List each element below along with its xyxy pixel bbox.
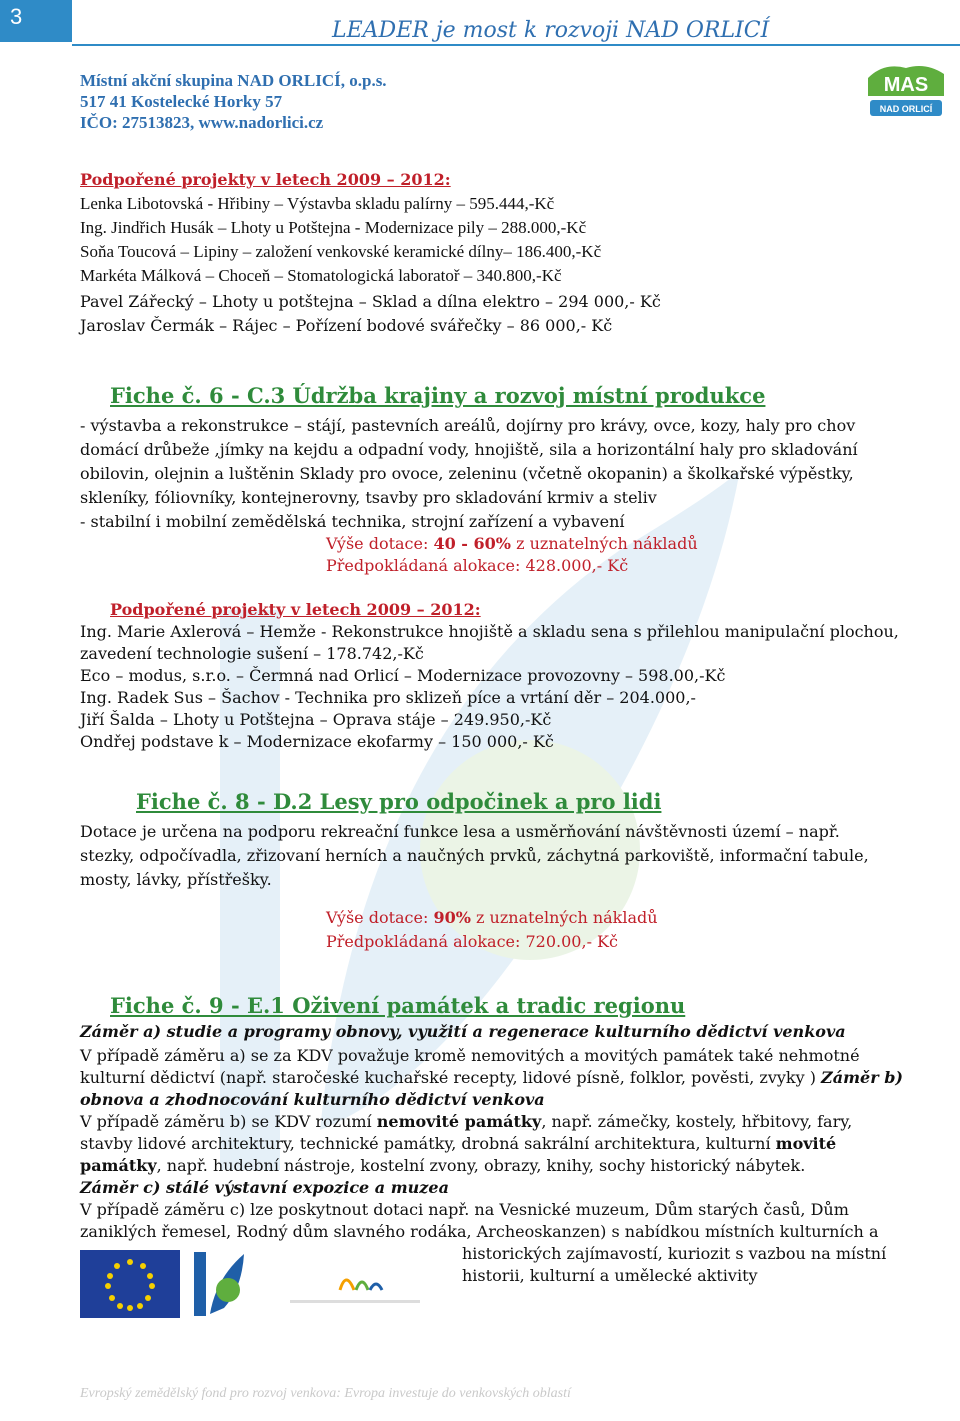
project-item: Ing. Marie Axlerová – Hemže - Rekonstrukce hnojiště a skladu sena s přilehlou manipulační plochou, xyxy=(80,622,899,641)
zamer-a-text: V případě záměru a) se za KDV považuje kromě nemovitých a movitých památek také nehmotné xyxy=(80,1046,860,1065)
running-title: LEADER je most k rozvoji NAD ORLICÍ xyxy=(332,18,770,43)
project-item: Eco – modus, s.r.o. – Čermná nad Orlicí – Modernizace provozovny – 598.00,-Kč xyxy=(80,666,726,685)
zamer-b-text-2: stavby lidové architektury, technické památky, drobná sakrální architektura, kulturní movité xyxy=(80,1134,837,1153)
fiche6-subsidy: Výše dotace: 40 - 60% z uznatelných nákladů xyxy=(326,534,698,553)
fiche6-line: - výstavba a rekonstrukce – stájí, pastevních areálů, dojírny pro krávy, ovce, kozy, haly pro chov xyxy=(80,416,856,435)
zamer-a-text-2: kulturní dědictví (např. staročeské kuchařské recepty, lidové písně, folklor, pověsti, zvyky ) Záměr b) xyxy=(80,1068,903,1087)
page-number: 3 xyxy=(0,0,72,42)
list-item: Ing. Jindřich Husák – Lhoty u Potštejna - Modernizace pily – 288.000,-Kč xyxy=(80,218,587,237)
fiche6-line: obilovin, olejnin a luštěnin Sklady pro ovoce, zeleninu (včetně okopanin) a školkařské výpěstky, xyxy=(80,464,854,483)
logo-region-text: NAD ORLICÍ xyxy=(879,104,933,114)
header-rule xyxy=(72,44,960,46)
leader-logo xyxy=(190,1248,250,1320)
footer-text: Evropský zemědělský fond pro rozvoj venkova: Evropa investuje do venkovských oblastí xyxy=(80,1386,571,1401)
mas-logo xyxy=(864,60,948,124)
zamer-b-text: V případě záměru b) se KDV rozumí nemovité památky, např. zámečky, kostely, hřbitovy, fary, xyxy=(80,1112,853,1131)
org-id: IČO: 27513823, www.nadorlici.cz xyxy=(80,113,324,132)
fiche6-title: Fiche č. 6 - C.3 Údržba krajiny a rozvoj místní produkce xyxy=(110,383,766,408)
fiche8-allocation: Předpokládaná alokace: 720.00,- Kč xyxy=(326,932,618,951)
project-item: zavedení technologie sušení – 178.742,-Kč xyxy=(80,644,424,663)
fiche6-allocation: Předpokládaná alokace: 428.000,- Kč xyxy=(326,556,629,575)
fiche8-line: mosty, lávky, přístřešky. xyxy=(80,870,272,889)
eu-flag-logo xyxy=(80,1250,180,1318)
zamer-b-heading: obnova a zhodnocování kulturního dědictví venkova xyxy=(80,1090,545,1109)
org-address: 517 41 Kostelecké Horky 57 xyxy=(80,92,283,111)
list-item: Pavel Zářecký – Lhoty u potštejna – Sklad a dílna elektro – 294 000,- Kč xyxy=(80,292,661,311)
list-item: Markéta Málková – Choceň – Stomatologická laboratoř – 340.800,-Kč xyxy=(80,266,562,285)
fiche8-subsidy: Výše dotace: 90% z uznatelných nákladů xyxy=(326,908,658,927)
zamer-c-text-3: historických zajímavostí, kuriozit s vazbou na místní xyxy=(462,1244,887,1263)
fiche8-line: Dotace je určena na podporu rekreační funkce lesa a usměrňování návštěvnosti území – např. xyxy=(80,822,840,841)
zamer-c-text-2: zaniklých řemesel, Rodný dům slavného rodáka, Archeoskanzen) s nabídkou místních kulturních a xyxy=(80,1222,879,1241)
fiche9-title: Fiche č. 9 - E.1 Oživení památek a tradic regionu xyxy=(110,993,686,1018)
zamer-a-heading: Záměr a) studie a programy obnovy, využití a regenerace kulturního dědictví venkova xyxy=(80,1022,846,1041)
fiche6-line: domácí drůbeže ,jímky na kejdu a odpadní vody, hnojiště, sila a horizontální haly pro skladování xyxy=(80,440,858,459)
list-item: Jaroslav Čermák – Rájec – Pořízení bodové svářečky – 86 000,- Kč xyxy=(80,316,613,335)
zamer-b-text-3: památky, např. hudební nástroje, kostelní zvony, obrazy, knihy, sochy historický nábytek. xyxy=(80,1156,806,1175)
zamer-c-text-4: historii, kulturní a umělecké aktivity xyxy=(462,1266,758,1285)
fiche6-projects-heading: Podpořené projekty v letech 2009 – 2012: xyxy=(110,600,481,619)
list-item: Lenka Libotovská - Hřibiny – Výstavba skladu palírny – 595.444,-Kč xyxy=(80,194,555,213)
list-item: Soňa Toucová – Lipiny – založení venkovské keramické dílny– 186.400,-Kč xyxy=(80,242,602,261)
zamer-c-text: V případě záměru c) lze poskytnout dotaci např. na Vesnické muzeum, Dům starých časů, Dům xyxy=(80,1200,849,1219)
project-item: Jiří Šalda – Lhoty u Potštejna – Oprava stáje – 249.950,-Kč xyxy=(80,710,552,729)
organization-block xyxy=(80,70,387,133)
fiche6-line: skleníky, fóliovníky, kontejnerovny, tsavby pro skladování krmiv a steliv xyxy=(80,488,657,507)
fiche6-line: - stabilní i mobilní zemědělská technika, strojní zařízení a vybavení xyxy=(80,512,625,531)
fiche8-title: Fiche č. 8 - D.2 Lesy pro odpočinek a pro lidi xyxy=(136,789,662,814)
project-item: Ondřej podstave k – Modernizace ekofarmy – 150 000,- Kč xyxy=(80,732,554,751)
zamer-c-heading: Záměr c) stálé výstavní expozice a muzea xyxy=(80,1178,449,1197)
project-item: Ing. Radek Sus – Šachov - Technika pro sklizeň píce a vrtání děr – 204.000,- xyxy=(80,688,696,707)
org-name: Místní akční skupina NAD ORLICÍ, o.p.s. xyxy=(80,71,387,90)
section1-heading: Podpořené projekty v letech 2009 – 2012: xyxy=(80,170,451,189)
rural-program-logo xyxy=(290,1260,430,1310)
logo-mas-text: MAS xyxy=(883,74,929,96)
fiche8-line: stezky, odpočívadla, zřizovaní herních a naučných prvků, záchytná parkoviště, informační tabule, xyxy=(80,846,869,865)
